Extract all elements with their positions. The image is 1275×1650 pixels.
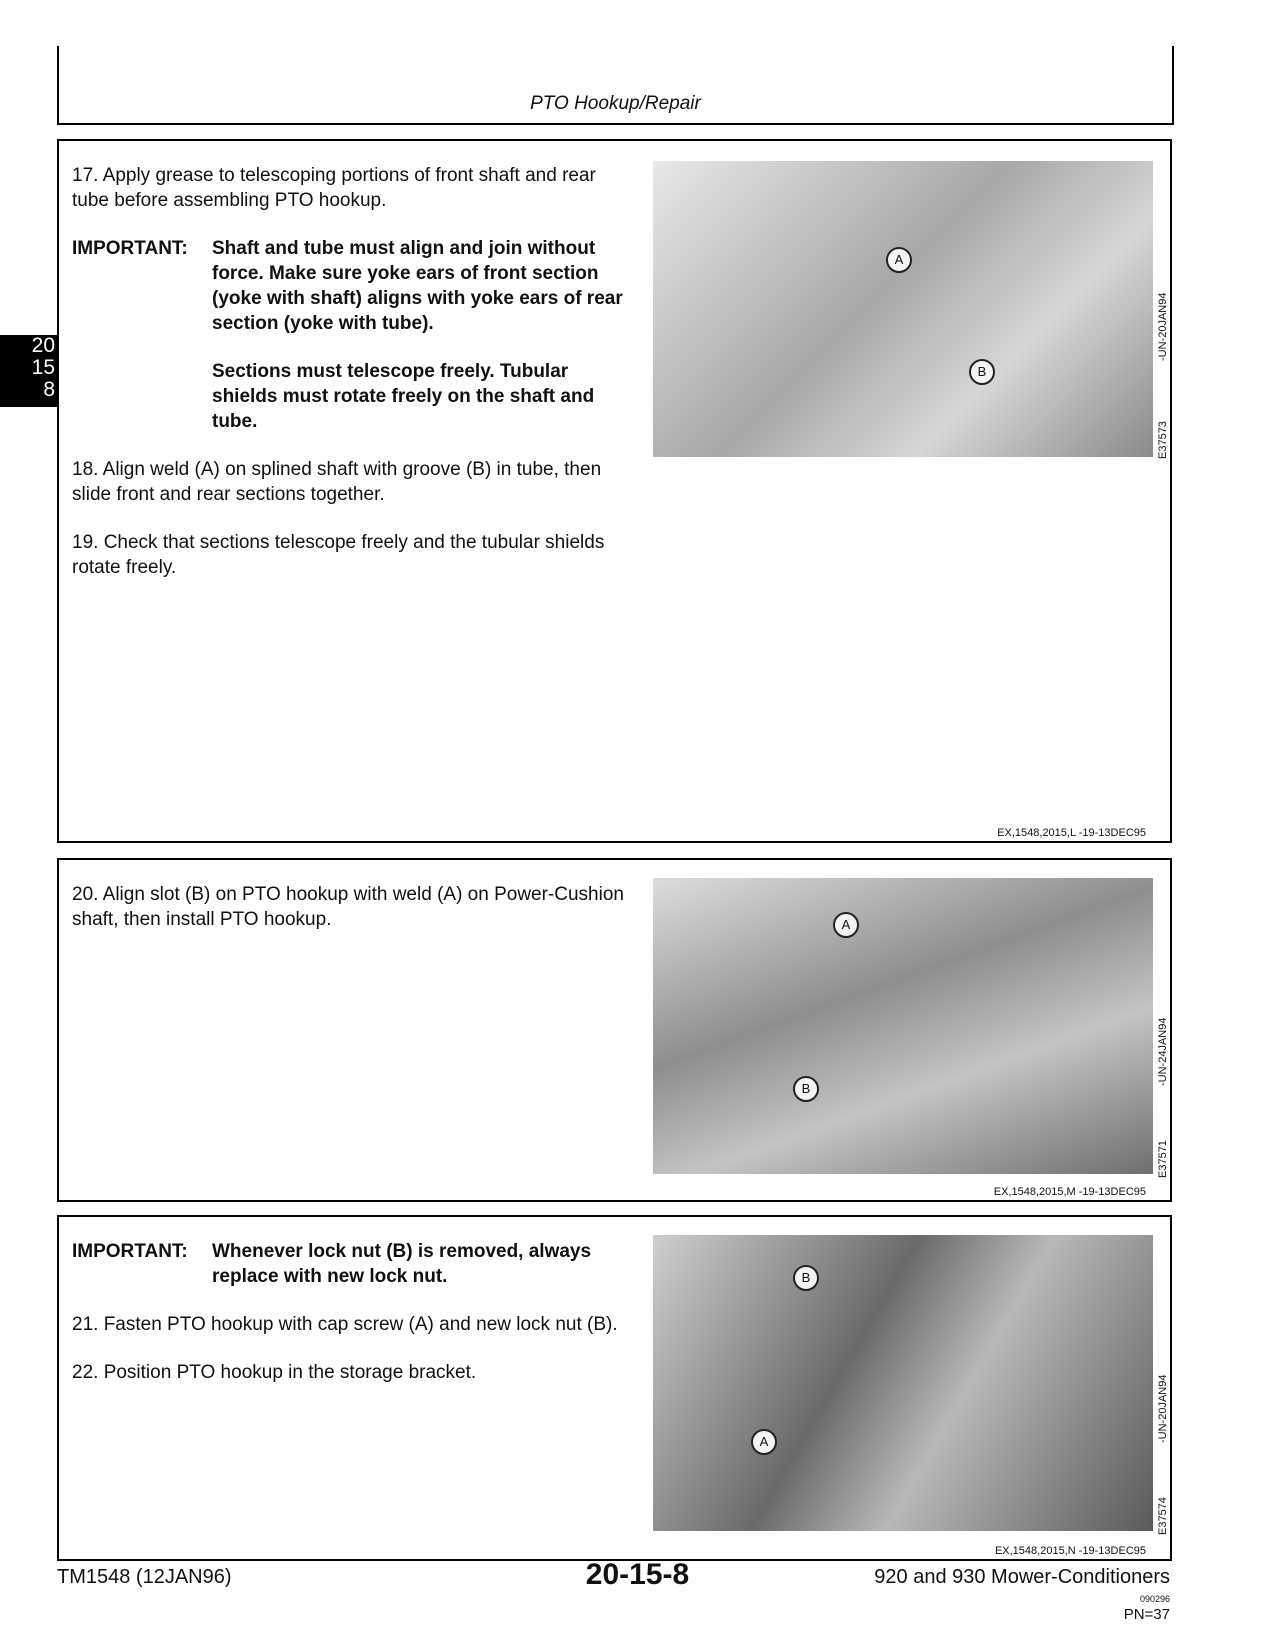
callout-a: A — [886, 247, 912, 273]
pto-storage-photo — [653, 1235, 1153, 1531]
step-21: 21. Fasten PTO hookup with cap screw (A) and new lock nut (B). — [72, 1314, 618, 1335]
important-note — [72, 1239, 632, 1289]
instructions — [72, 882, 632, 955]
shaft-tube-photo — [653, 161, 1153, 457]
reference-code: EX,1548,2015,M -19-13DEC95 — [993, 1186, 1146, 1198]
figure-id: E37571 — [1157, 1140, 1169, 1178]
tab-section: 15 — [31, 356, 55, 379]
pn-number: PN=37 — [1123, 1606, 1170, 1623]
callout-a: A — [833, 912, 859, 938]
manual-number: TM1548 (12JAN96) — [57, 1566, 232, 1588]
manual-title: 920 and 930 Mower-Conditioners — [874, 1566, 1170, 1588]
pto-shaft-photo — [653, 878, 1153, 1174]
figure-code: -UN-20JAN94 — [1157, 292, 1169, 361]
page-header — [57, 46, 1174, 125]
important-label: IMPORTANT: — [72, 1241, 188, 1262]
step-20: 20. Align slot (B) on PTO hookup with weld (A) on Power-Cushion shaft, then install PTO hookup. — [72, 884, 624, 930]
figure-id: E37574 — [1157, 1497, 1169, 1535]
callout-b: B — [793, 1265, 819, 1291]
callout-a: A — [751, 1429, 777, 1455]
step-18: 18. Align weld (A) on splined shaft with groove (B) in tube, then slide front and rear sections together. — [72, 459, 602, 505]
important-text: Whenever lock nut (B) is removed, always replace with new lock nut. — [212, 1241, 592, 1287]
procedure-box-2 — [57, 858, 1172, 1202]
date-code: 090296 — [1139, 1594, 1170, 1604]
step-19: 19. Check that sections telescope freely and the tubular shields rotate freely. — [72, 532, 605, 578]
tab-group: 20 — [31, 334, 55, 357]
section-title: PTO Hookup/Repair — [530, 93, 701, 114]
important-text: Sections must telescope freely. Tubular shields must rotate freely on the shaft and tube. — [212, 361, 595, 432]
figure-id: E37573 — [1157, 421, 1169, 459]
figure-code: -UN-24JAN94 — [1157, 1017, 1169, 1086]
callout-b: B — [969, 359, 995, 385]
instructions — [72, 163, 632, 603]
section-tab — [0, 335, 57, 407]
callout-b: B — [793, 1076, 819, 1102]
important-label: IMPORTANT: — [72, 238, 188, 259]
figure-code: -UN-20JAN94 — [1157, 1374, 1169, 1443]
important-note — [72, 236, 632, 434]
procedure-box-3 — [57, 1215, 1172, 1561]
important-text: Shaft and tube must align and join without force. Make sure yoke ears of front section (yoke with shaft) aligns with yoke ears of rear section (yoke with tube). — [212, 238, 623, 334]
reference-code: EX,1548,2015,N -19-13DEC95 — [994, 1545, 1146, 1557]
step-22: 22. Position PTO hookup in the storage bracket. — [72, 1362, 477, 1383]
tab-page: 8 — [43, 378, 55, 401]
procedure-box-1 — [57, 139, 1172, 843]
step-17: 17. Apply grease to telescoping portions of front shaft and rear tube before assembling PTO hookup. — [72, 165, 596, 211]
page-number: 20-15-8 — [585, 1558, 690, 1591]
reference-code: EX,1548,2015,L -19-13DEC95 — [997, 827, 1146, 839]
instructions — [72, 1239, 632, 1408]
